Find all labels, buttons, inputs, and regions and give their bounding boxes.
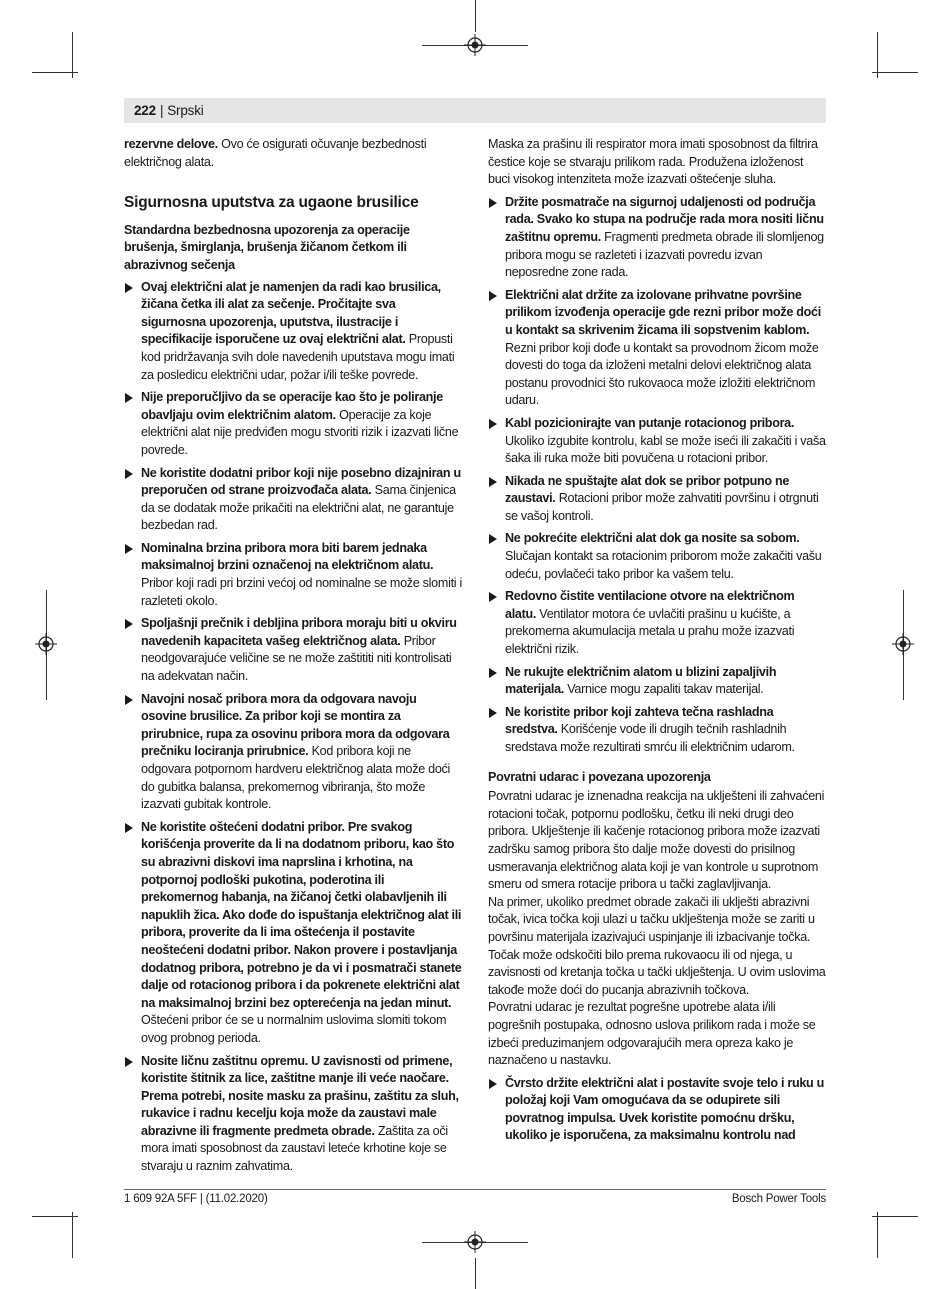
item-bold: Kabl pozicionirajte van putanje rotacionog pribora. bbox=[505, 415, 795, 430]
item-bold: Nosite ličnu zaštitnu opremu. U zavisnosti od primene, koristite štitnik za lice, zaštitne manje ili veće naočare. Prema potrebi, nosite masku za prašinu, zaštitu za sluh, rukavice i radnu kecelju koja može da zaustavi male abrazivne ili fragmente predmeta obrade. bbox=[141, 1053, 459, 1138]
section-heading: Sigurnosna uputstva za ugaone brusilice bbox=[124, 194, 419, 212]
item-bold: Čvrsto držite električni alat i postavite svoje telo i ruku u položaj koji Vam omogućava da se odupirete sili povratnog impulsa. Uvek koristite pomoćnu dršku, ukoliko je isporučena, za maksimalnu kontrolu nad bbox=[505, 1075, 825, 1143]
item-text: Zaštita za oči mora imati sposobnost da zaustavi leteće krhotine koje se stvaraju u raznim zahvatima. bbox=[141, 1123, 448, 1174]
bullet-arrow-icon bbox=[489, 1079, 497, 1089]
list-item bbox=[488, 1075, 826, 1145]
list-item bbox=[488, 704, 826, 757]
page-number: 222 bbox=[134, 103, 156, 118]
item-text: Varnice mogu zapaliti takav materijal. bbox=[564, 682, 764, 697]
item-bold: Navojni nosač pribora mora da odgovara navoju osovine brusilice. Za pribor koji se montira za prirubnice, rupa za osovinu pribora mora da odgovara prečniku lociranja prirubnice. bbox=[141, 691, 450, 759]
item-bold: Nominalna brzina pribora mora biti barem jednaka maksimalnoj brzini označenoj na električnom alatu. bbox=[141, 540, 434, 573]
bullet-arrow-icon bbox=[489, 419, 497, 429]
item-text: Ukoliko izgubite kontrolu, kabl se može iseći ili zakačiti i vaša šaka ili ruka može biti povučena u rotacioni pribor. bbox=[505, 433, 826, 466]
item-text: Pribor koji radi pri brzini većoj od nominalne se može slomiti i razleteti okolo. bbox=[141, 576, 462, 608]
crop-mark bbox=[872, 1216, 918, 1217]
list-item bbox=[124, 1053, 462, 1176]
kickback-paragraph: Povratni udarac je iznenadna reakcija na uklješteni ili zahvaćeni rotacioni točak, potpornu podlošku, četku ili neki drugi deo pribora. Uklještenje ili kačenje rotacionog pribora može izazvati zadršku samog pribora što dalje može dovesti do prisilnog usmeravanja električnog alata koji je van kontrole u suprotnom smeru od smera rotacije pribora u tački zaglavljivanja. bbox=[488, 789, 825, 892]
list-item bbox=[488, 588, 826, 658]
item-bold: Električni alat držite za izolovane prihvatne površine prilikom izvođenja operacije gde rezni pribor može doći u kontakt sa skrivenim žicama ili sopstvenim kablom. bbox=[505, 287, 821, 337]
bullet-arrow-icon bbox=[489, 198, 497, 208]
item-bold: Nikada ne spuštajte alat dok se pribor potpuno ne zaustavi. bbox=[505, 473, 790, 506]
list-item bbox=[124, 389, 462, 459]
document-code: 1 609 92A 5FF | (11.02.2020) bbox=[124, 1193, 268, 1205]
bullet-arrow-icon bbox=[489, 708, 497, 718]
bullet-arrow-icon bbox=[125, 695, 133, 705]
header-language: Srpski bbox=[167, 103, 204, 118]
list-item bbox=[488, 415, 826, 468]
bullet-arrow-icon bbox=[125, 619, 133, 629]
item-bold: Redovno čistite ventilacione otvore na električnom alatu. bbox=[505, 589, 795, 621]
item-text: Fragmenti predmeta obrade ili slomljenog pribora mogu se razleteti i izazvati povredu izvan neposredne zone rada. bbox=[505, 229, 824, 280]
intro-bold: rezervne delove. bbox=[124, 137, 218, 151]
list-item bbox=[124, 279, 462, 385]
list-item bbox=[124, 615, 462, 685]
list-item bbox=[124, 540, 462, 610]
crop-mark bbox=[32, 72, 78, 73]
item-text: Pribor neodgovarajuće veličine se ne može zaštititi niti kontrolisati na adekvatan način. bbox=[141, 633, 452, 684]
bullet-arrow-icon bbox=[489, 534, 497, 544]
registration-mark-icon bbox=[464, 1231, 486, 1253]
bullet-arrow-icon bbox=[489, 477, 497, 487]
list-item bbox=[488, 287, 826, 410]
kickback-paragraph: Povratni udarac je rezultat pogrešne upotrebe alata i/ili pogrešnih postupaka, odnosno uslova prilikom rada i može se izbeći preduzimanjem odgovarajućih mera opreza kako je naznačeno u nastavku. bbox=[488, 1000, 816, 1068]
item-text: Propusti kod pridržavanja svih dole navedenih uputstava mogu imati za posledicu električni udar, požar i/ili teške povrede. bbox=[141, 332, 455, 382]
item-text: Korišćenje vode ili drugih tečnih rashladnih sredstava može rezultirati smrću ili električnim udarom. bbox=[505, 722, 795, 754]
crop-mark bbox=[32, 1216, 78, 1217]
item-bold: Ne koristite dodatni pribor koji nije posebno dizajniran u preporučen od strane proizvođača alata. bbox=[141, 465, 461, 498]
item-text: Rezni pribor koji dođe u kontakt sa provodnom žicom može dovesti do toga da izloženi metalni delovi električnog alata postanu provodnici što rukovaoca može izložiti električnom udaru. bbox=[505, 340, 819, 408]
bullet-arrow-icon bbox=[489, 592, 497, 602]
registration-mark-icon bbox=[892, 633, 914, 655]
bullet-arrow-icon bbox=[125, 544, 133, 554]
item-bold: Ne rukujte električnim alatom u blizini zapaljivih materijala. bbox=[505, 664, 777, 697]
crop-mark bbox=[877, 1212, 878, 1258]
registration-mark-icon bbox=[35, 633, 57, 655]
list-item bbox=[124, 819, 462, 1048]
item-text: Oštećeni pribor će se u normalnim uslovima slomiti tokom ovog probnog perioda. bbox=[141, 1013, 447, 1045]
brand-name: Bosch Power Tools bbox=[731, 1193, 826, 1205]
left-column bbox=[124, 136, 462, 1181]
item-bold: Nije preporučljivo da se operacije kao što je poliranje obavljaju ovim električnim alatom. bbox=[141, 390, 443, 422]
intro-text: Ovo će osigurati očuvanje bezbednosti električnog alata. bbox=[124, 137, 427, 169]
bullet-arrow-icon bbox=[125, 393, 133, 403]
registration-mark-icon bbox=[464, 34, 486, 56]
item-text: Kod pribora koji ne odgovara potpornom hardveru električnog alata može doći do gubitka balansa, prekomernog vibriranja, što može izazvati gubitak kontrole. bbox=[141, 744, 451, 812]
list-item bbox=[124, 465, 462, 535]
kickback-paragraph: Na primer, ukoliko predmet obrade zakači ili uklješti abrazivni točak, ivica točka koji ulazi u tačku uklještenja može se zariti u površinu materijala izazivajući uspinjanje ili izbacivanje točka. Točak može odskočiti bilo prema rukovaocu ili od njega, u zavisnosti od kretanja točka u tački uklještenja. U ovim uslovima takođe može doći do pucanja abrazivnih točkova. bbox=[488, 894, 826, 997]
bullet-arrow-icon bbox=[489, 291, 497, 301]
item-bold: Ne koristite oštećeni dodatni pribor. Pre svakog korišćenja proverite da li na dodatnom priboru, kao što su abrazivni diskovi ima naprslina i krhotina, na potpornoj podloški pukotina, poderotina ili prekomernog habanja, na žičanoj četki olabavljenih ili napuklih žica. Ako dođe do ispuštanja električnog alat ili pribora, proverite da li ima oštećenja il postavite neoštećeni dodatni pribor. Nakon provere i postavljanja dodatnog pribora, potrebno je da vi i posmatrači stanete dalje od rotacionog pribora i da pokrenete električni alat na maksimalnoj brzini bez opterećenja na jedan minut. bbox=[141, 819, 462, 1010]
crop-mark bbox=[872, 72, 918, 73]
list-item bbox=[488, 530, 826, 583]
page-footer bbox=[124, 1189, 826, 1205]
item-bold: Ne koristite pribor koji zahteva tečna rashladna sredstva. bbox=[505, 704, 774, 737]
bullet-arrow-icon bbox=[125, 469, 133, 479]
item-bold: Ne pokrećite električni alat dok ga nosite sa sobom. bbox=[505, 531, 800, 546]
list-item bbox=[488, 194, 826, 282]
crop-mark bbox=[475, 0, 476, 32]
section-subheading: Standardna bezbednosna upozorenja za operacije brušenja, šmirglanja, brušenja žičanom četkom ili abrazivnog sečenja bbox=[124, 222, 410, 272]
crop-mark bbox=[475, 1258, 476, 1289]
bullet-arrow-icon bbox=[125, 823, 133, 833]
item-text: Operacije za koje električni alat nije predviđen mogu stvoriti rizik i izazvati lične povrede. bbox=[141, 407, 459, 457]
item-bold: Spoljašnji prečnik i debljina pribora moraju biti u okviru navedenih kapaciteta vašeg električnog alata. bbox=[141, 616, 457, 648]
bullet-arrow-icon bbox=[125, 1057, 133, 1067]
list-item bbox=[488, 664, 826, 699]
intro-paragraph bbox=[124, 136, 462, 171]
page-header bbox=[124, 98, 826, 123]
item-bold: Držite posmatrače na sigurnoj udaljenosti od područja rada. Svako ko stupa na područje rada mora nositi ličnu zaštitnu opremu. bbox=[505, 194, 824, 244]
right-column bbox=[488, 136, 826, 1150]
header-separator: | bbox=[159, 103, 164, 118]
item-bold: Ovaj električni alat je namenjen da radi kao brusilica, žičana četka ili alat za sečenje. Pročitajte sva sigurnosna upozorenja, uputstva, ilustracije i specifikacije isporučene uz ovaj električni alat. bbox=[141, 279, 441, 347]
item-text: Slučajan kontakt sa rotacionim priborom može zakačiti vašu odeću, povlačeći tako pribor ka vašem telu. bbox=[505, 549, 822, 581]
bullet-arrow-icon bbox=[489, 668, 497, 678]
crop-mark bbox=[72, 1212, 73, 1258]
item-text: Ventilator motora će uvlačiti prašinu u kućište, a prekomerna akumulacija metala u prahu može izazvati električni rizik. bbox=[505, 606, 795, 657]
continuation-paragraph: Maska za prašinu ili respirator mora imati sposobnost da filtrira čestice koje se stvaraju prilikom rada. Produžena izloženost buci visokog intenziteta može izazvati oštećenje sluha. bbox=[488, 137, 818, 187]
list-item bbox=[124, 691, 462, 814]
item-text: Sama činjenica da se dodatak može prikačiti na električni alat, ne garantuje bezbedan rad. bbox=[141, 483, 456, 533]
bullet-arrow-icon bbox=[125, 283, 133, 293]
kickback-heading: Povratni udarac i povezana upozorenja bbox=[488, 769, 711, 784]
item-text: Rotacioni pribor može zahvatiti površinu i otrgnuti se vašoj kontroli. bbox=[505, 491, 819, 523]
list-item bbox=[488, 473, 826, 526]
